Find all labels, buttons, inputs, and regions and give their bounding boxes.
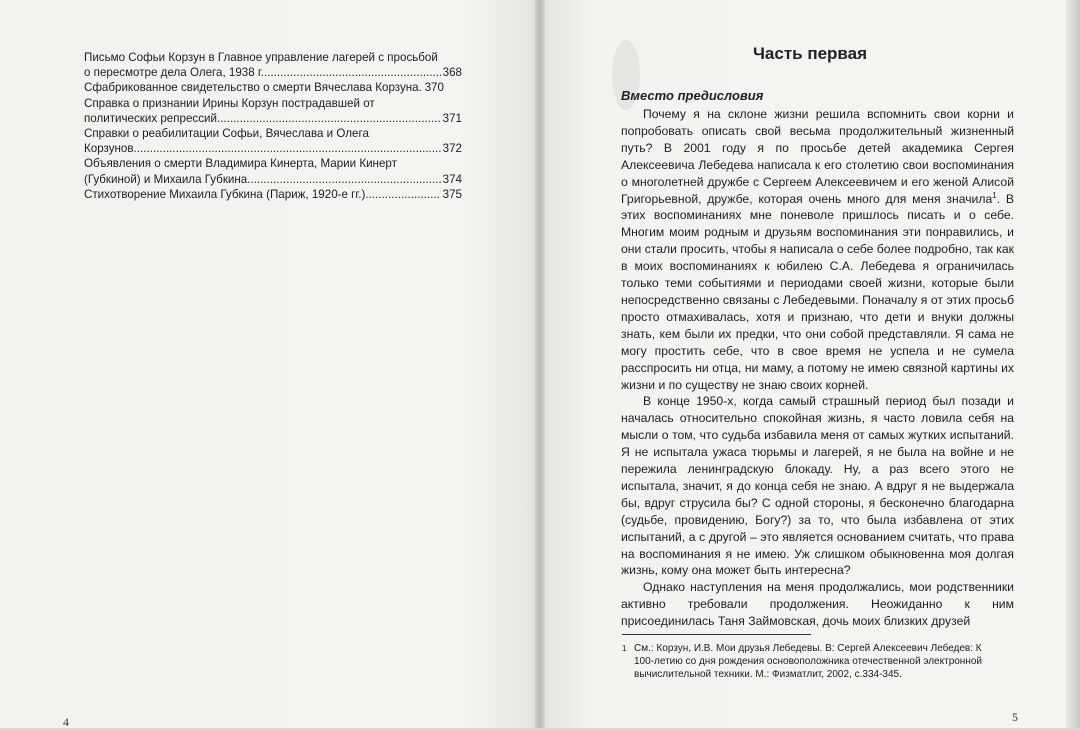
toc-entry [84, 80, 462, 95]
toc-page-number: 370 [424, 81, 444, 95]
toc-entry [84, 187, 462, 202]
table-of-contents [84, 50, 462, 202]
footnote-rule [622, 634, 811, 635]
toc-leader-dots [217, 111, 441, 126]
footnote-mark: 1 [622, 644, 627, 653]
page-number-right: 5 [1012, 710, 1018, 724]
section-title: Вместо предисловия [621, 88, 764, 103]
page-number-left: 4 [63, 715, 69, 729]
toc-page-number: 374 [442, 172, 462, 186]
paragraph-text: . В этих воспоминаниях мне поневоле пришлось писать и о себе. Многим моим родным и друзьям воспоминания эти понравились, и они стали просить, чтобы я написала о себе более подробно, так как в моих воспоминаниях к юбилею С.А. Лебедева я ограничилась только теми событиями и периодами своей жизни, которые были непосредственно связаны с Лебедевыми. Поначалу я от этих просьб просто отмахивалась, хотя и признаю, что дети и внуки должны знать, кем были их предки, что они собой представляли. Я сама не могу простить себе, что в свое время не успела и не сумела расспросить ни отца, ни маму, а потому не имею связной картины их жизни и по существу не знаю своих корней. [621, 191, 1014, 392]
paragraph [621, 393, 1014, 579]
book-gutter [535, 0, 545, 728]
toc-leader-dots [365, 187, 440, 202]
toc-entry-text: Справки о реабилитации Софьи, Вячеслава и Олега [84, 127, 369, 141]
footnote [622, 642, 1002, 681]
toc-page-number: 368 [442, 66, 462, 80]
toc-entry-text: Справка о признании Ирины Корзун пострадавшей от [84, 96, 375, 110]
toc-entry-text: Сфабрикованное свидетельство о смерти Вячеслава Корзуна [84, 81, 419, 95]
paragraph-text: Почему я на склоне жизни решила вспомнить свои корни и попробовать описать свой весьма продолжительный жизненный путь? В 2001 году я по просьбе детей академика Сергея Алексеевича Лебедева написала к его столетию свои воспоминания о многолетней дружбе с Сергеем Алексеевичем и его женой Алисой Григорьевной, дружбе, которая очень много для меня значила [621, 107, 1014, 206]
toc-entry-text: Стихотворение Михаила Губкина (Париж, 1920-е гг.) [84, 187, 366, 201]
paragraph-text: Однако наступления на меня продолжались, мои родственники активно требовали продолжения. Неожиданно к ним присоединилась Таня Займовская, дочь моих близких друзей [621, 580, 1014, 629]
toc-entry-text: (Губкиной) и Михаила Губкина [84, 172, 248, 186]
toc-entry [84, 50, 462, 80]
toc-leader-dots [247, 172, 440, 187]
toc-entry-text: политических репрессий [84, 111, 217, 125]
page-edge-shadow [1066, 0, 1080, 728]
toc-entry [84, 156, 462, 186]
toc-leader-dots [134, 141, 441, 156]
toc-page-number: 375 [442, 187, 462, 201]
paragraph-text: В конце 1950-х, когда самый страшный период был позади и началась относительно спокойная жизнь, я часто ловила себя на мысли о том, что судьба избавила меня от самых жутких испытаний. Я не испытала ужаса тюрьмы и лагерей, я не была на войне и не пережила ленинградскую блокаду. Ну, а раз всего этого не испытала, значит, я до конца себя не знаю. А вдруг я не выдержала бы, вдруг струсила бы? С одной стороны, я бесконечно благодарна (судьбе, провидению, Богу?) за то, что была избавлена от этих испытаний, а с другой – это является основанием считать, что права на воспоминания я не имею. Уж слишком обыкновенна моя долгая жизнь, кому она может быть интересна? [621, 394, 1014, 578]
toc-entry-text: Объявления о смерти Владимира Кинерта, Марии Кинерт [84, 157, 397, 171]
footnote-reference: 1 [992, 190, 997, 200]
toc-leader-dots [264, 65, 441, 80]
toc-page-number: 371 [442, 111, 462, 125]
body-text [621, 106, 1014, 630]
toc-entry [84, 96, 462, 126]
paragraph [621, 579, 1014, 630]
part-title: Часть первая [752, 44, 868, 63]
paragraph [621, 106, 1014, 393]
toc-entry [84, 126, 462, 156]
toc-entry-text: Корзунов [84, 142, 134, 156]
toc-page-number: 372 [442, 142, 462, 156]
toc-entry-text: о пересмотре дела Олега, 1938 г. [84, 66, 264, 80]
footnote-text: См.: Корзун, И.В. Мои друзья Лебедевы. В: Сергей Алексеевич Лебедев: К 100-летию со дня рождения основоположника отечественной электронной вычислительной техники. М.: Физматлит, 2002, с.334-345. [634, 643, 983, 680]
toc-entry-text: Письмо Софьи Корзун в Главное управление лагерей с просьбой [84, 51, 438, 64]
